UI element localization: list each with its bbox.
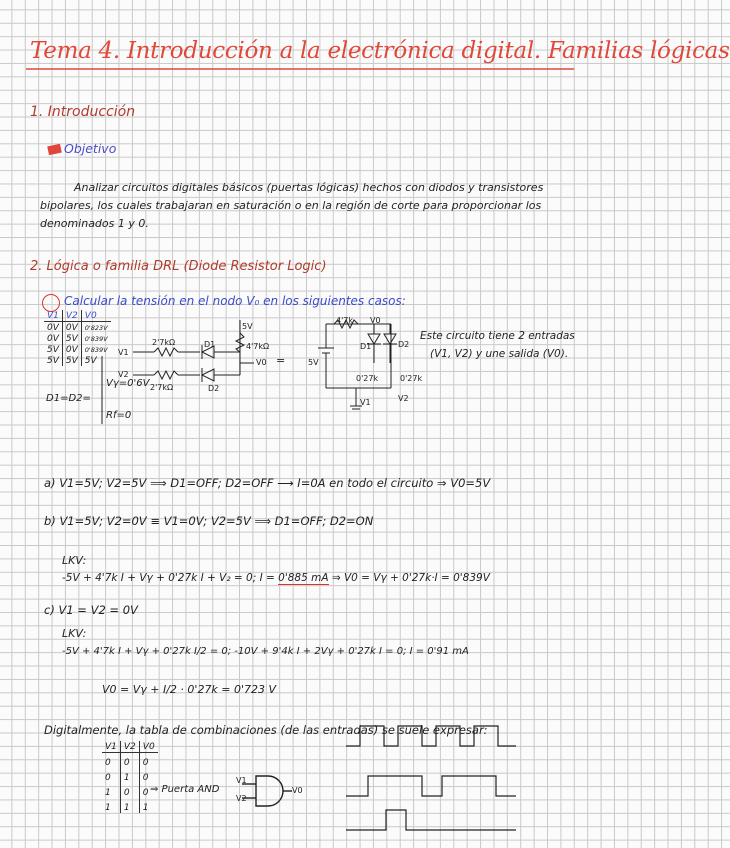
objective-line-3: denominados 1 y 0. (40, 217, 149, 230)
cases-cell: 0V (62, 322, 81, 334)
truth-cell: 1 (120, 768, 139, 783)
c1-d2: D2 (208, 384, 220, 393)
truth-header-v1: V1 (102, 741, 120, 753)
page-title: Tema 4. Introducción a la electrónica digital. Familias lógicas (30, 38, 730, 64)
cases-cell: 5V (44, 344, 62, 355)
cases-cell: 0'839V (84, 345, 108, 354)
gate-in1-label: V1 (236, 776, 247, 785)
c2-src: 5V (308, 358, 319, 367)
c2-v0: V0 (370, 316, 381, 325)
circuit-diagram-1 (128, 315, 298, 390)
c2-rb: 0'27k (400, 374, 423, 383)
note-rf: Rf=0 (106, 410, 132, 421)
truth-header-v2: V2 (120, 741, 139, 753)
c2-v1: V1 (360, 398, 371, 407)
lkv-label-2: LKV: (62, 627, 87, 640)
gate-label: ⇒ Puerta AND (150, 784, 220, 795)
note-vgamma: Vγ=0'6V (106, 378, 150, 389)
truth-cell: 0 (142, 787, 149, 798)
wave-output (346, 810, 516, 830)
wave-input-2 (346, 776, 516, 796)
circuit-note-2: (V1, V2) y une salida (V0). (430, 348, 569, 360)
title-underline (26, 68, 574, 70)
truth-table (102, 741, 158, 813)
case-b: b) V1=5V; V2=0V ≡ V1=0V; V2=5V ⟹ D1=OFF; D2=ON (44, 514, 374, 528)
cases-cell: 5V (62, 333, 81, 344)
truth-cell: 1 (102, 798, 120, 813)
cases-header-v0: V0 (84, 310, 97, 321)
c1-equals: = (276, 354, 286, 367)
note-diodes: D1=D2= (46, 393, 91, 404)
truth-cell: 1 (142, 802, 149, 813)
truth-cell: 1 (102, 783, 120, 798)
truth-cell: 0 (120, 783, 139, 798)
c2-r: 4'7k (336, 316, 354, 325)
objective-line-2: bipolares, los cuales trabajaran en saturación o en la región de corte para proporcionar los (40, 199, 542, 212)
waveform-diagram (346, 724, 536, 834)
and-gate-icon (242, 774, 292, 808)
equation-b-prefix: -5V + 4'7k I + Vγ + 0'27k I + V₂ = 0; I = (62, 572, 279, 584)
truth-cell: 0 (120, 753, 139, 769)
c1-r2: 2'7kΩ (150, 383, 174, 392)
heading-intro: 1. Introducción (30, 104, 136, 120)
truth-cell: 0 (142, 757, 149, 768)
case-a: a) V1=5V; V2=5V ⟹ D1=OFF; D2=OFF ⟶ I=0A en todo el circuito ⇒ V0=5V (44, 476, 491, 490)
truth-cell: 1 (120, 798, 139, 813)
equation-c2: V0 = Vγ + I/2 · 0'27k = 0'723 V (102, 683, 277, 696)
c2-ra: 0'27k (356, 374, 379, 383)
truth-cell: 0 (102, 768, 120, 783)
cases-cell: 0V (62, 344, 81, 355)
c1-v1: V1 (118, 348, 129, 357)
truth-cell: 0 (102, 753, 120, 769)
truth-cell: 0 (142, 772, 149, 783)
digital-text: Digitalmente, la tabla de combinaciones (de las entradas) se suele expresar: (44, 723, 488, 737)
cases-header-v1: V1 (44, 310, 62, 322)
objective-line-1: Analizar circuitos digitales básicos (puertas lógicas) hechos con diodos y transistores (74, 181, 544, 194)
gate-out-label: V0 (292, 786, 303, 795)
c1-r3: 4'7kΩ (246, 342, 270, 351)
cases-cell: 0V (44, 322, 62, 334)
c1-v0: V0 (256, 358, 267, 367)
case-c: c) V1 = V2 = 0V (44, 603, 138, 617)
heading-drl: 2. Lógica o familia DRL (Diode Resistor Logic) (30, 259, 327, 274)
equation-c: -5V + 4'7k I + Vγ + 0'27k I/2 = 0; -10V + 9'4k I + 2Vγ + 0'27k I = 0; I = 0'91 mA (62, 646, 469, 657)
c1-v2: V2 (118, 370, 129, 379)
lkv-label-1: LKV: (62, 554, 87, 567)
highlight-mark (47, 144, 62, 156)
cases-cell: 5V (62, 355, 81, 366)
c1-src: 5V (242, 322, 253, 331)
c1-d1: D1 (204, 340, 216, 349)
cases-header-v2: V2 (62, 310, 81, 322)
circuit-note-1: Este circuito tiene 2 entradas (420, 330, 575, 342)
equation-b-value: 0'885 mA (278, 572, 329, 584)
cases-cell: 0'823V (84, 323, 108, 332)
c2-d1: D1 (360, 342, 372, 351)
cases-cell: 5V (44, 355, 62, 366)
task-text: Calcular la tensión en el nodo V₀ en los siguientes casos: (64, 294, 406, 308)
heading-objetivo: Objetivo (64, 141, 117, 156)
c1-r1: 2'7kΩ (152, 338, 176, 347)
gate-in2-label: V2 (236, 794, 247, 803)
notes-brace (98, 356, 108, 426)
c2-d2: D2 (398, 340, 410, 349)
equation-b (62, 572, 490, 584)
cases-cell: 0V (44, 333, 62, 344)
truth-header-v0: V0 (142, 741, 155, 752)
equation-b-suffix: ⇒ V0 = Vγ + 0'27k·I = 0'839V (328, 572, 490, 584)
cases-cell: 0'839V (84, 334, 108, 343)
wave-input-1 (346, 726, 516, 746)
c2-v2: V2 (398, 394, 409, 403)
cases-cell: 5V (84, 355, 97, 366)
